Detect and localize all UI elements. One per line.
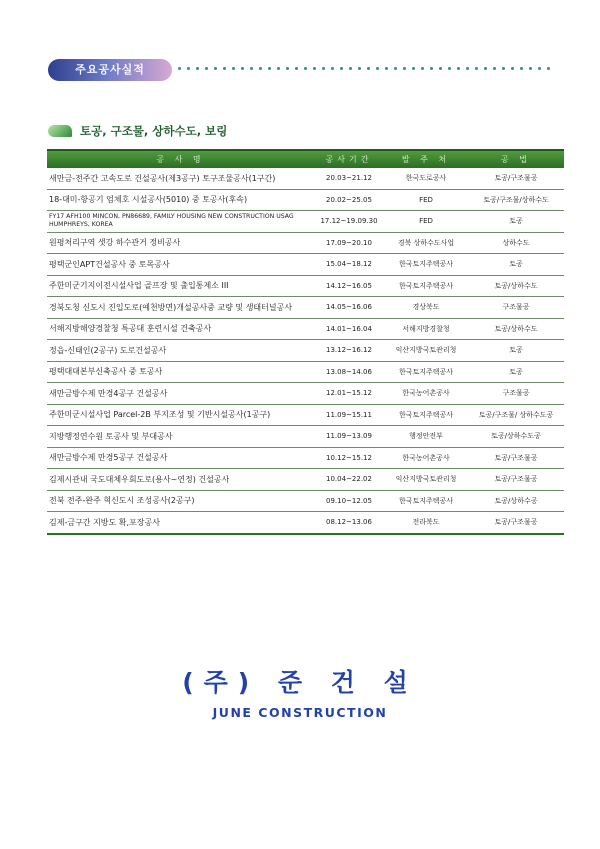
divider-dot bbox=[322, 67, 325, 70]
table-row bbox=[47, 404, 564, 426]
company-name-korean: (주) 준 건 설 bbox=[182, 668, 418, 697]
table-row bbox=[47, 168, 564, 189]
cell-project-name: 김제-금구간 지방도 확,포장공사 bbox=[47, 512, 314, 534]
cell-method: 토공/상하수도 bbox=[468, 275, 564, 297]
header-period: 공사기간 bbox=[314, 150, 384, 168]
table-row bbox=[47, 447, 564, 469]
cell-period: 20.02~25.05 bbox=[314, 189, 384, 211]
divider-dot bbox=[340, 67, 343, 70]
table-row bbox=[47, 383, 564, 405]
divider-dot bbox=[250, 67, 253, 70]
cell-period: 11.09~15.11 bbox=[314, 404, 384, 426]
cell-project-name: 원평처리구역 샛강 하수관거 정비공사 bbox=[47, 232, 314, 254]
section-title: 토공, 구조물, 상하수도, 보링 bbox=[80, 124, 228, 138]
divider-dot bbox=[520, 67, 523, 70]
company-brand bbox=[0, 663, 600, 720]
cell-project-name: 김제시관내 국도대체우회도로(용사~연정) 건설공사 bbox=[47, 469, 314, 491]
cell-project-name: 서해지방해양경찰청 특공대 훈련시설 건축공사 bbox=[47, 318, 314, 340]
cell-method: 토공/상하수도 bbox=[468, 318, 564, 340]
divider-dot bbox=[313, 67, 316, 70]
cell-period: 12.01~15.12 bbox=[314, 383, 384, 405]
divider-dot bbox=[448, 67, 451, 70]
cell-period: 10.04~22.02 bbox=[314, 469, 384, 491]
table-row bbox=[47, 490, 564, 512]
cell-project-name: 18-대미-항공기 엄체호 시설공사(5010) 중 토공사(후속) bbox=[47, 189, 314, 211]
table-row bbox=[47, 297, 564, 319]
cell-method: 상하수도 bbox=[468, 232, 564, 254]
divider-dot bbox=[196, 67, 199, 70]
cell-method: 토공/구조물공 bbox=[468, 469, 564, 491]
cell-method: 토공/구조물/상하수도 bbox=[468, 189, 564, 211]
cell-method: 토공/구조물공 bbox=[468, 447, 564, 469]
cell-project-name: FY17 AFH100 MINCON, PN86689, FAMILY HOUSING NEW CONSTRUCTION USAG HUMPHREYS, KOREA bbox=[47, 211, 314, 233]
tab-label: 주요공사실적 bbox=[75, 63, 145, 76]
cell-period: 14.01~16.04 bbox=[314, 318, 384, 340]
divider-dot bbox=[403, 67, 406, 70]
cell-period: 20.03~21.12 bbox=[314, 168, 384, 189]
cell-project-name: 주한미군기지이전시설사업 골프장 및 출입통제소 III bbox=[47, 275, 314, 297]
cell-client: 한국토지주택공사 bbox=[384, 254, 468, 276]
dotted-divider bbox=[178, 67, 558, 73]
table-row bbox=[47, 361, 564, 383]
cell-project-name: 새만금-전주간 고속도로 건설공사(제3공구) 토구조물공사(1구간) bbox=[47, 168, 314, 189]
cell-project-name: 정읍-신태인(2공구) 도로건설공사 bbox=[47, 340, 314, 362]
table-row bbox=[47, 426, 564, 448]
cell-project-name: 평택대대본부신축공사 중 토공사 bbox=[47, 361, 314, 383]
divider-dot bbox=[232, 67, 235, 70]
cell-method: 토공 bbox=[468, 361, 564, 383]
divider-dot bbox=[385, 67, 388, 70]
table-row bbox=[47, 211, 564, 233]
divider-dot bbox=[286, 67, 289, 70]
divider-dot bbox=[412, 67, 415, 70]
cell-period: 11.09~13.09 bbox=[314, 426, 384, 448]
table-row bbox=[47, 189, 564, 211]
cell-client: 행정안전부 bbox=[384, 426, 468, 448]
cell-period: 14.05~16.06 bbox=[314, 297, 384, 319]
divider-dot bbox=[358, 67, 361, 70]
cell-method: 토공/구조물공 bbox=[468, 168, 564, 189]
divider-dot bbox=[214, 67, 217, 70]
cell-period: 13.08~14.06 bbox=[314, 361, 384, 383]
cell-client: 경북 상하수도사업 bbox=[384, 232, 468, 254]
cell-client: 한국도로공사 bbox=[384, 168, 468, 189]
divider-dot bbox=[376, 67, 379, 70]
cell-project-name: 지방행정연수원 토공사 및 부대공사 bbox=[47, 426, 314, 448]
leaf-icon bbox=[48, 124, 74, 138]
cell-method: 토공/구조물/ 상하수도공 bbox=[468, 404, 564, 426]
cell-client: 서해지방경찰청 bbox=[384, 318, 468, 340]
cell-method: 토공 bbox=[468, 211, 564, 233]
cell-client: 익산지방국토관리청 bbox=[384, 469, 468, 491]
header-method: 공 법 bbox=[468, 150, 564, 168]
table-row bbox=[47, 340, 564, 362]
cell-period: 13.12~16.12 bbox=[314, 340, 384, 362]
cell-method: 토공/상하수도공 bbox=[468, 426, 564, 448]
divider-dot bbox=[511, 67, 514, 70]
cell-method: 토공 bbox=[468, 254, 564, 276]
table-row bbox=[47, 318, 564, 340]
cell-client: 경상북도 bbox=[384, 297, 468, 319]
divider-dot bbox=[259, 67, 262, 70]
cell-project-name: 새만금방수제 만경5공구 건설공사 bbox=[47, 447, 314, 469]
cell-period: 15.04~18.12 bbox=[314, 254, 384, 276]
cell-client: 익산지방국토관리청 bbox=[384, 340, 468, 362]
divider-dot bbox=[538, 67, 541, 70]
table-header-row bbox=[47, 150, 564, 168]
cell-period: 14.12~16.05 bbox=[314, 275, 384, 297]
divider-dot bbox=[502, 67, 505, 70]
cell-method: 토공/상하수공 bbox=[468, 490, 564, 512]
divider-dot bbox=[223, 67, 226, 70]
divider-dot bbox=[484, 67, 487, 70]
cell-method: 토공/구조물공 bbox=[468, 512, 564, 534]
divider-dot bbox=[178, 67, 181, 70]
divider-dot bbox=[268, 67, 271, 70]
divider-dot bbox=[430, 67, 433, 70]
header-client: 발 주 처 bbox=[384, 150, 468, 168]
divider-dot bbox=[439, 67, 442, 70]
cell-period: 09.10~12.05 bbox=[314, 490, 384, 512]
cell-client: 한국토지주택공사 bbox=[384, 361, 468, 383]
cell-project-name: 새만금방수제 만경4공구 건설공사 bbox=[47, 383, 314, 405]
divider-dot bbox=[475, 67, 478, 70]
cell-method: 토공 bbox=[468, 340, 564, 362]
cell-client: 한국토지주택공사 bbox=[384, 490, 468, 512]
divider-dot bbox=[187, 67, 190, 70]
divider-dot bbox=[349, 67, 352, 70]
table-row bbox=[47, 469, 564, 491]
cell-client: 한국토지주택공사 bbox=[384, 275, 468, 297]
project-table bbox=[47, 149, 564, 535]
table-row bbox=[47, 275, 564, 297]
divider-dot bbox=[367, 67, 370, 70]
cell-project-name: 경북도청 신도시 진입도로(예천방면)개설공사중 교량 및 생태터널공사 bbox=[47, 297, 314, 319]
table-row bbox=[47, 254, 564, 276]
cell-client: 한국토지주택공사 bbox=[384, 404, 468, 426]
table-row bbox=[47, 512, 564, 534]
cell-project-name: 주한미군시설사업 Parcel-2B 부지조성 및 기반시설공사(1공구) bbox=[47, 404, 314, 426]
header-project-name: 공 사 명 bbox=[47, 150, 314, 168]
cell-client: 한국농어촌공사 bbox=[384, 447, 468, 469]
divider-dot bbox=[205, 67, 208, 70]
cell-period: 10.12~15.12 bbox=[314, 447, 384, 469]
divider-dot bbox=[277, 67, 280, 70]
section-heading bbox=[48, 121, 227, 141]
divider-dot bbox=[331, 67, 334, 70]
divider-dot bbox=[529, 67, 532, 70]
cell-method: 구조물공 bbox=[468, 297, 564, 319]
divider-dot bbox=[304, 67, 307, 70]
divider-dot bbox=[457, 67, 460, 70]
divider-dot bbox=[241, 67, 244, 70]
cell-period: 08.12~13.06 bbox=[314, 512, 384, 534]
divider-dot bbox=[547, 67, 550, 70]
cell-client: 한국농어촌공사 bbox=[384, 383, 468, 405]
table-row bbox=[47, 232, 564, 254]
divider-dot bbox=[421, 67, 424, 70]
cell-method: 구조물공 bbox=[468, 383, 564, 405]
cell-project-name: 전북 전주-완주 혁신도시 조성공사(2공구) bbox=[47, 490, 314, 512]
company-name-english: JUNE CONSTRUCTION bbox=[212, 705, 388, 720]
divider-dot bbox=[493, 67, 496, 70]
cell-project-name: 평택군인APT건설공사 중 토목공사 bbox=[47, 254, 314, 276]
cell-client: 전라북도 bbox=[384, 512, 468, 534]
divider-dot bbox=[466, 67, 469, 70]
divider-dot bbox=[295, 67, 298, 70]
cell-client: FED bbox=[384, 189, 468, 211]
cell-client: FED bbox=[384, 211, 468, 233]
section-tab bbox=[48, 59, 172, 81]
cell-period: 17.12~19.09.30 bbox=[314, 211, 384, 233]
cell-period: 17.09~20.10 bbox=[314, 232, 384, 254]
divider-dot bbox=[394, 67, 397, 70]
